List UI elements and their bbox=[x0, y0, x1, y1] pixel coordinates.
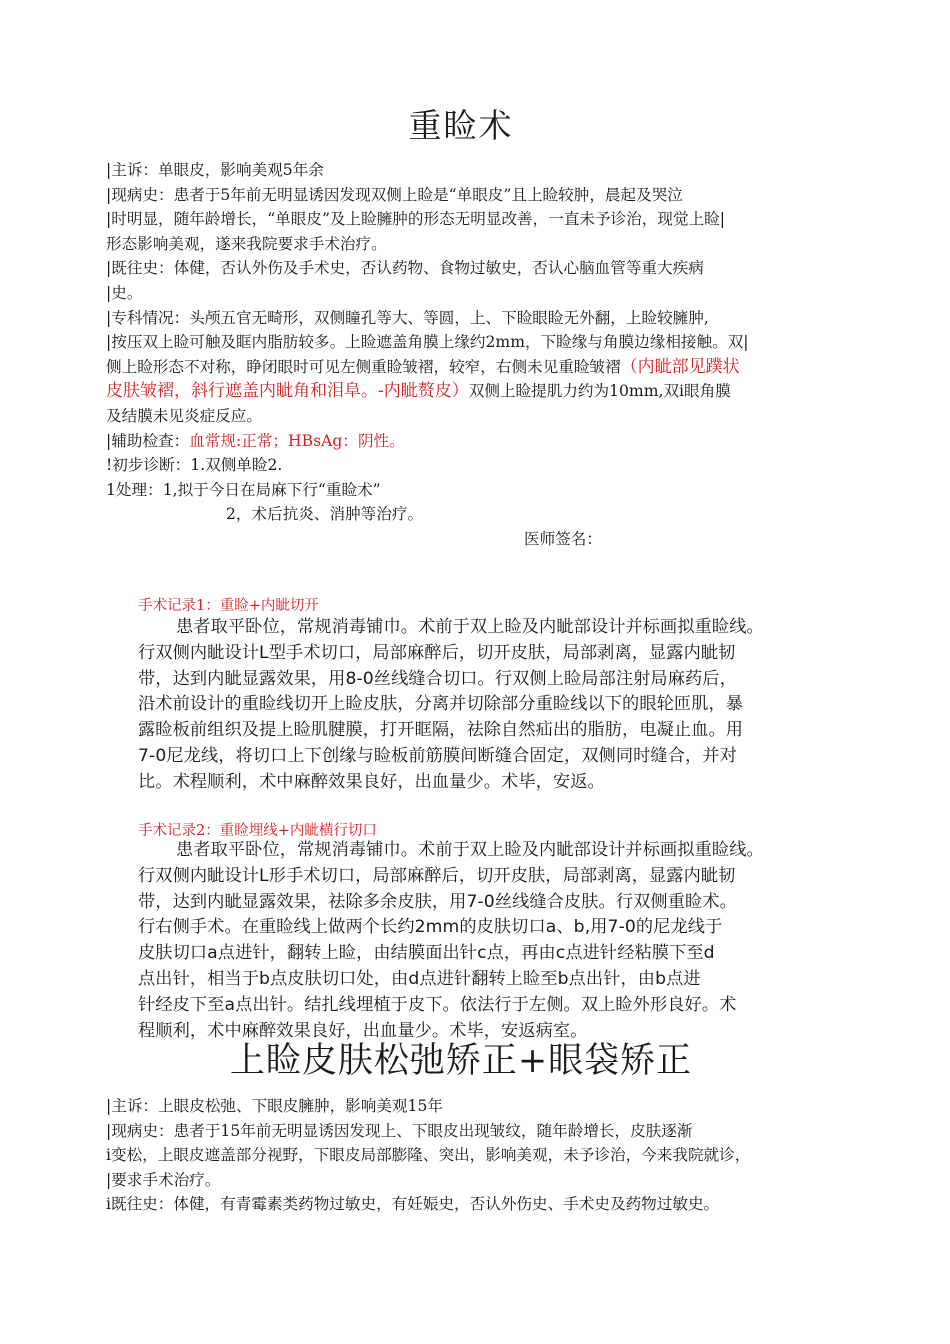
exam-line bbox=[106, 379, 821, 404]
history-line: i变松，上眼皮遮盖部分视野，下眼皮局部膨隆、突出，影响美观，未予诊治，今来我院就诊， bbox=[106, 1146, 751, 1165]
treatment-line: 1处理：1,拟于今日在局麻下行“重睑术” bbox=[106, 480, 381, 499]
auxiliary-exam-value: 血常规:正常；HBsAg：阴性。 bbox=[189, 431, 405, 450]
record-line: 程顺利，术中麻醉效果良好，出血量少。术毕，安返病室。 bbox=[138, 1020, 588, 1041]
record-line: 行双侧内眦设计L型手术切口，局部麻醉后，切开皮肤，局部剥离，显露内眦韧 bbox=[138, 642, 736, 663]
exam-text: 双侧上睑提肌力约为10mm,双i眼角膜 bbox=[468, 382, 731, 401]
record-line: 点出针，相当于b点皮肤切口处，由d点进针翻转上睑至b点出针，由b点进 bbox=[138, 968, 701, 989]
exam-highlight: 皮肤皱褶，斜行遮盖内眦角和泪阜。-内眦赘皮） bbox=[106, 381, 469, 402]
surgery-record-body bbox=[138, 615, 828, 796]
exam-line: |专科情况：头颅五官无畸形，双侧瞳孔等大、等圆，上、下睑眼睑无外翻，上睑较臃肿, bbox=[106, 308, 709, 327]
auxiliary-exam-label: |辅助检查： bbox=[106, 431, 190, 450]
surgery-record-heading: 手术记录1：重睑+内眦切开 bbox=[138, 598, 319, 614]
document-title: 重睑术 bbox=[408, 106, 514, 145]
record-line: 带，达到内眦显露效果，祛除多余皮肤，用7-0丝线缝合皮肤。行双侧重睑术。 bbox=[138, 891, 737, 912]
surgery-record-body bbox=[138, 838, 828, 1044]
history-line: |要求手术治疗。 bbox=[106, 1170, 221, 1189]
diagnosis-line: !初步诊断：1.双侧单睑2. bbox=[106, 456, 283, 475]
history-line: |现病史：患者于5年前无明显诱因发现双侧上睑是“单眼皮”且上睑较肿，晨起及哭泣 bbox=[106, 185, 683, 204]
history-line: |现病史：患者于15年前无明显诱因发现上、下眼皮出现皱纹，随年龄增长，皮肤逐渐 bbox=[106, 1121, 693, 1140]
record-line: 针经皮下至a点出针。结扎线埋植于皮下。依法行于左侧。双上睑外形良好。术 bbox=[138, 994, 737, 1015]
record-line: 沿术前设计的重睑线切开上睑皮肤，分离并切除部分重睑线以下的眼轮匝肌，暴 bbox=[138, 694, 744, 715]
past-history-line: |史。 bbox=[106, 283, 143, 302]
record-line: 露睑板前组织及提上睑肌腱膜，打开眶隔，祛除自然疝出的脂肪，电凝止血。用 bbox=[138, 720, 744, 741]
exam-line bbox=[106, 355, 821, 380]
record-line: 7-0尼龙线，将切口上下创缘与睑板前筋膜间断缝合固定，双侧同时缝合，并对 bbox=[138, 745, 737, 766]
exam-highlight: （内眦部见蹼状 bbox=[620, 356, 740, 377]
past-history-line: i既往史：体健，有青霉素类药物过敏史，有妊娠史，否认外伤史、手术史及药物过敏史。 bbox=[106, 1195, 720, 1214]
chief-complaint-line: |主诉：单眼皮，影响美观5年余 bbox=[106, 161, 324, 179]
exam-text: 侧上睑形态不对称，睁闭眼时可见左侧重睑皱褶，较窄，右侧未见重睑皱褶 bbox=[106, 357, 621, 376]
past-history-line: |既往史：体健，否认外伤及手术史，否认药物、食物过敏史，否认心脑血管等重大疾病 bbox=[106, 259, 704, 278]
record-line: 行双侧内眦设计L形手术切口，局部麻醉后，切开皮肤，局部剥离，显露内眦韧 bbox=[138, 865, 736, 886]
record-line: 患者取平卧位，常规消毒铺巾。术前于双上睑及内眦部设计并标画拟重睑线。 bbox=[176, 617, 764, 637]
auxiliary-exam-line bbox=[106, 429, 821, 454]
record-line: 带，达到内眦显露效果，用8-0丝线缝合切口。行双侧上睑局部注射局麻药后， bbox=[138, 668, 737, 689]
record-line: 皮肤切口a点进针，翻转上睑，由结膜面出针c点，再由c点进针经粘膜下至d bbox=[138, 943, 715, 964]
record-line: 比。术程顺利，术中麻醉效果良好，出血量少。术毕，安返。 bbox=[138, 771, 605, 792]
document-title-2: 上睑皮肤松弛矫正+眼袋矫正 bbox=[229, 1041, 693, 1081]
chief-complaint-line: |主诉：上眼皮松弛、下眼皮臃肿，影响美观15年 bbox=[106, 1097, 443, 1115]
medical-record-section bbox=[106, 158, 821, 552]
doctor-signature: 医师签名： bbox=[524, 529, 602, 548]
history-line: |时明显，随年龄增长，“单眼皮”及上睑臃肿的形态无明显改善，一直未予诊治，现觉上睑| bbox=[106, 210, 726, 229]
exam-line: |按压双上睑可触及眶内脂肪较多。上睑遮盖角膜上缘约2mm，下睑缘与角膜边缘相接触。双| bbox=[106, 333, 749, 352]
treatment-line: 2，术后抗炎、消肿等治疗。 bbox=[226, 505, 424, 524]
exam-line: 及结膜未见炎症反应。 bbox=[106, 406, 262, 425]
record-line: 行右侧手术。在重睑线上做两个长约2mm的皮肤切口a、b,用7-0的尼龙线于 bbox=[138, 917, 723, 938]
medical-record-section-2 bbox=[106, 1094, 821, 1217]
history-line: 形态影响美观，遂来我院要求手术治疗。 bbox=[106, 234, 387, 253]
record-line: 患者取平卧位，常规消毒铺巾。术前于双上睑及内眦部设计并标画拟重睑线。 bbox=[176, 840, 764, 860]
surgery-record-heading: 手术记录2：重睑埋线+内眦横行切口 bbox=[138, 823, 377, 839]
